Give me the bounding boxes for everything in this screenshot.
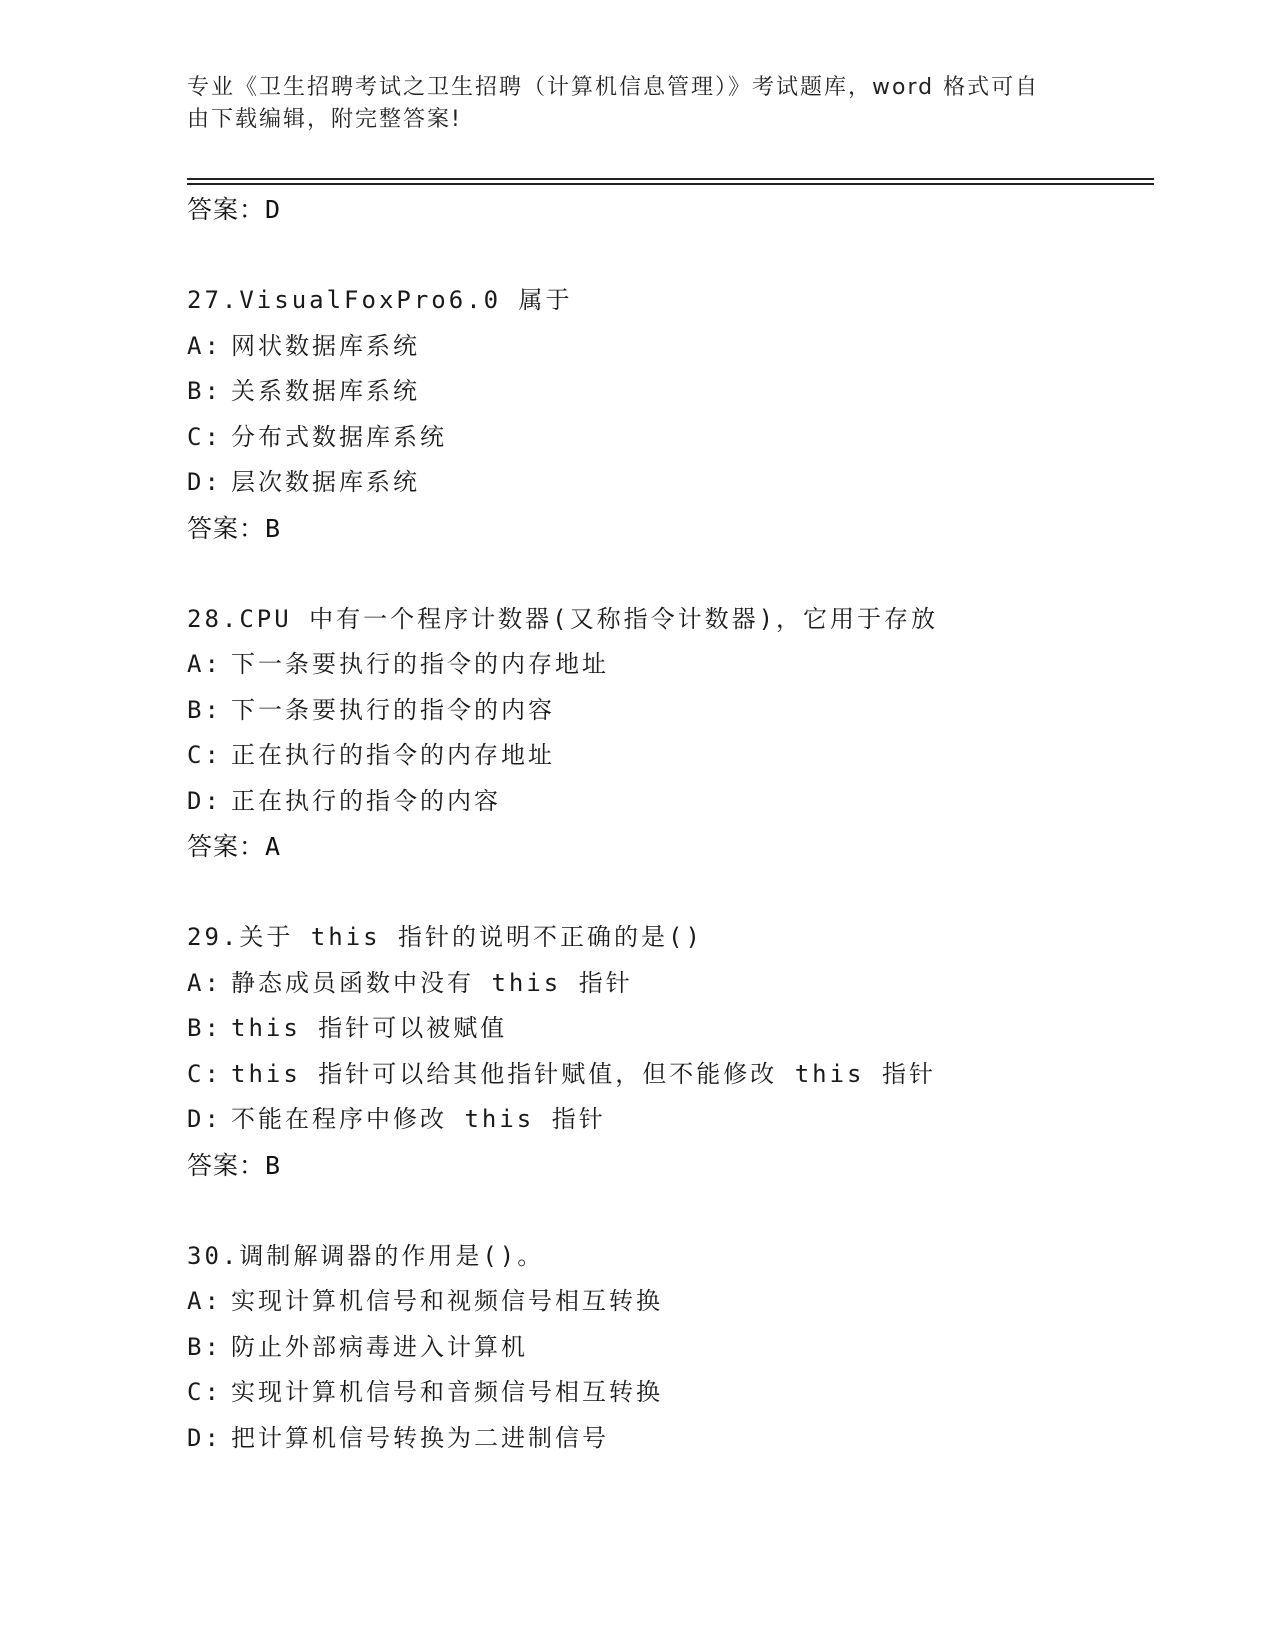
answer-value: D xyxy=(265,195,282,224)
option-a xyxy=(187,1279,1147,1325)
option-prefix: D: xyxy=(187,786,222,815)
question-stem: 27.VisualFoxPro6.0 属于 xyxy=(187,286,573,314)
option-d xyxy=(187,460,1147,506)
option-prefix: B: xyxy=(187,377,222,405)
option-prefix: B: xyxy=(187,695,222,724)
option-c xyxy=(187,1052,1147,1098)
option-a xyxy=(187,642,1147,688)
question-stem: 30.调制解调器的作用是()。 xyxy=(187,1241,545,1270)
option-prefix: B: xyxy=(187,1332,222,1361)
option-c xyxy=(187,1370,1147,1416)
option-prefix: D: xyxy=(187,468,222,496)
option-text: this 指针可以被赋值 xyxy=(231,1014,508,1042)
option-text: 静态成员函数中没有 this 指针 xyxy=(231,968,633,997)
option-text: 防止外部病毒进入计算机 xyxy=(231,1332,528,1361)
header-line-1: 专业《卫生招聘考试之卫生招聘（计算机信息管理）》考试题库，word 格式可自 xyxy=(187,75,1040,100)
question-28 xyxy=(187,597,1147,870)
question-stem: 28.CPU 中有一个程序计数器(又称指令计数器)，它用于存放 xyxy=(187,604,939,633)
option-b xyxy=(187,369,1147,415)
header-rule-top xyxy=(187,178,1154,180)
option-text: 实现计算机信号和音频信号相互转换 xyxy=(231,1378,663,1406)
question-stem: 29.关于 this 指针的说明不正确的是() xyxy=(187,923,703,951)
option-text: 把计算机信号转换为二进制信号 xyxy=(231,1423,609,1452)
answer-value: B xyxy=(265,513,282,543)
question-29 xyxy=(187,915,1147,1188)
option-a xyxy=(187,961,1147,1007)
option-text: 正在执行的指令的内容 xyxy=(231,786,501,815)
option-prefix: C: xyxy=(187,1059,222,1088)
option-text: 关系数据库系统 xyxy=(231,377,420,405)
answer-label: 答案： xyxy=(187,1150,266,1180)
answer-label: 答案： xyxy=(187,195,266,224)
option-b xyxy=(187,1006,1147,1052)
option-b xyxy=(187,1325,1147,1371)
option-d xyxy=(187,779,1147,825)
option-prefix: B: xyxy=(187,1014,222,1042)
header-line-2: 由下载编辑，附完整答案! xyxy=(187,107,462,132)
option-d xyxy=(187,1097,1147,1143)
option-text: this 指针可以给其他指针赋值，但不能修改 this 指针 xyxy=(231,1059,936,1088)
option-prefix: D: xyxy=(187,1423,222,1452)
option-text: 正在执行的指令的内存地址 xyxy=(231,741,555,769)
option-text: 分布式数据库系统 xyxy=(231,422,447,451)
answer-value: A xyxy=(265,832,282,861)
option-text: 下一条要执行的指令的内容 xyxy=(231,695,555,724)
answer-value: B xyxy=(265,1150,282,1180)
option-prefix: A: xyxy=(187,650,222,678)
answer-label: 答案： xyxy=(187,832,266,861)
option-text: 网状数据库系统 xyxy=(231,331,420,360)
option-text: 层次数据库系统 xyxy=(231,468,420,496)
option-c xyxy=(187,415,1147,461)
option-text: 下一条要执行的指令的内存地址 xyxy=(231,650,609,678)
option-c xyxy=(187,733,1147,779)
header-rule-bottom xyxy=(187,183,1154,185)
option-prefix: C: xyxy=(187,1378,222,1406)
option-prefix: D: xyxy=(187,1105,222,1133)
option-a xyxy=(187,324,1147,370)
option-b xyxy=(187,688,1147,734)
option-text: 不能在程序中修改 this 指针 xyxy=(231,1105,606,1133)
question-27 xyxy=(187,278,1147,551)
option-prefix: C: xyxy=(187,422,222,451)
answer-line xyxy=(187,506,1147,551)
document-header xyxy=(187,72,1067,136)
option-d xyxy=(187,1416,1147,1462)
answer-line xyxy=(187,187,1147,232)
question-30 xyxy=(187,1234,1147,1462)
question-content xyxy=(187,187,1147,1461)
option-prefix: A: xyxy=(187,968,222,997)
answer-line xyxy=(187,824,1147,869)
option-prefix: A: xyxy=(187,1287,222,1315)
answer-label: 答案： xyxy=(187,513,266,543)
option-text: 实现计算机信号和视频信号相互转换 xyxy=(231,1287,663,1315)
answer-line xyxy=(187,1143,1147,1188)
option-prefix: C: xyxy=(187,741,222,769)
option-prefix: A: xyxy=(187,331,222,360)
